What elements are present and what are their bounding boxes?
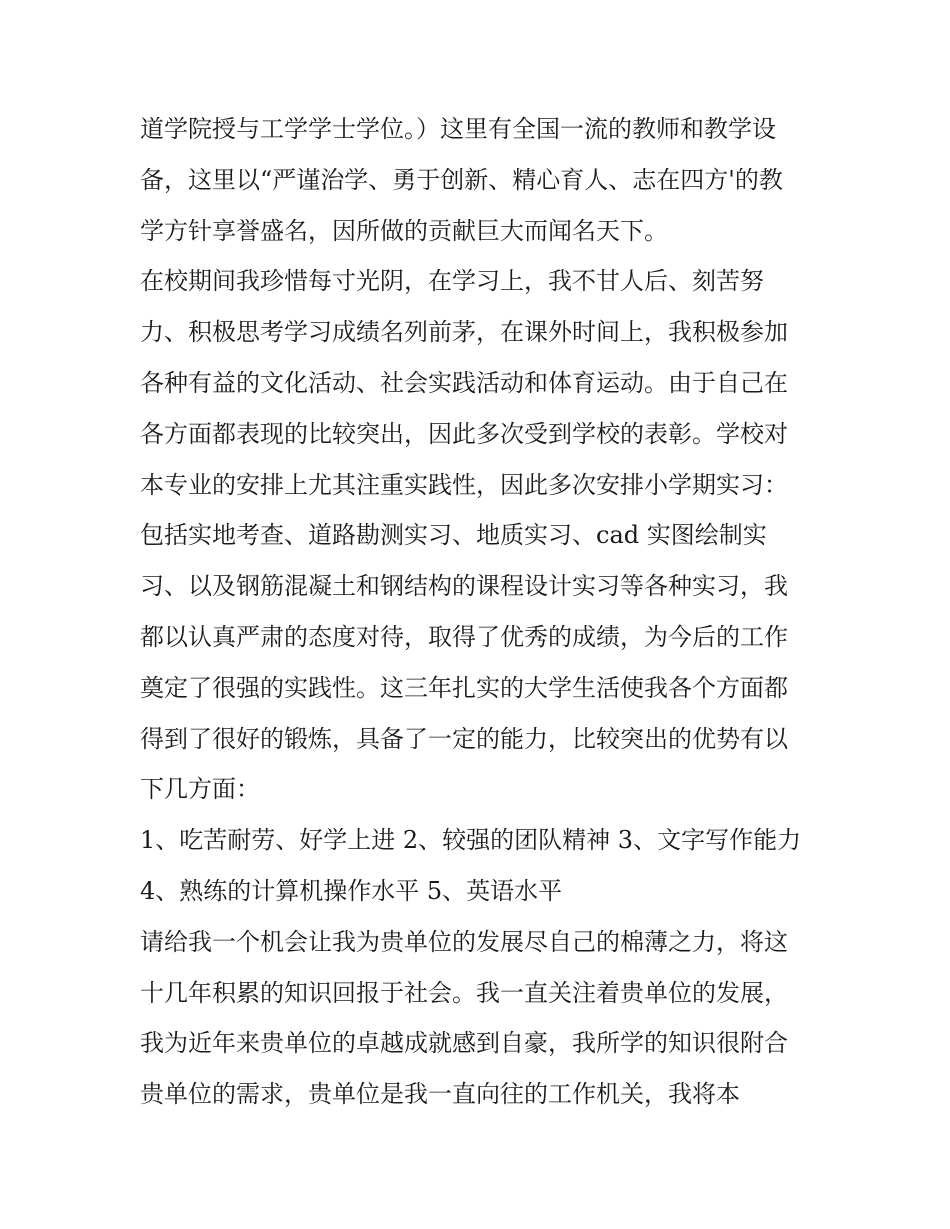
text-line: 都以认真严肃的态度对待，取得了优秀的成绩，为今后的工作 <box>140 622 788 651</box>
text-line: 包括实地考查、道路勘测实习、地质实习、cad 实图绘制实 <box>140 521 767 550</box>
text-line: 我为近年来贵单位的卓越成就感到自豪，我所学的知识很附合 <box>140 1029 788 1058</box>
text-line: 本专业的安排上尤其注重实践性，因此多次安排小学期实习： <box>140 470 788 499</box>
text-line: 力、积极思考学习成绩名列前茅，在课外时间上，我积极参加 <box>140 318 788 347</box>
text-line: 请给我一个机会让我为贵单位的发展尽自己的棉薄之力，将这 <box>140 927 788 956</box>
text-line: 下几方面： <box>140 775 260 804</box>
text-line: 得到了很好的锻炼，具备了一定的能力，比较突出的优势有以 <box>140 724 788 753</box>
text-line: 十几年积累的知识回报于社会。我一直关注着贵单位的发展， <box>140 978 788 1007</box>
text-line: 1、吃苦耐劳、好学上进 2、较强的团队精神 3、文字写作能力 <box>140 826 802 855</box>
text-line: 各种有益的文化活动、社会实践活动和体育运动。由于自己在 <box>140 368 788 397</box>
text-line: 4、熟练的计算机操作水平 5、英语水平 <box>140 876 563 905</box>
text-line: 奠定了很强的实践性。这三年扎实的大学生活使我各个方面都 <box>140 673 788 702</box>
body-text <box>140 104 830 1120</box>
text-line: 备，这里以“严谨治学、勇于创新、精心育人、志在四方'的教 <box>140 165 783 194</box>
text-line: 道学院授与工学学士学位。）这里有全国一流的教师和教学设 <box>140 115 776 143</box>
text-line: 各方面都表现的比较突出，因此多次受到学校的表彰。学校对 <box>140 419 788 448</box>
text-line: 贵单位的需求，贵单位是我一直向往的工作机关，我将本 <box>140 1080 740 1109</box>
text-line: 习、以及钢筋混凝土和钢结构的课程设计实习等各种实习，我 <box>140 572 788 601</box>
text-line: 学方针享誉盛名，因所做的贡献巨大而闻名天下。 <box>140 216 668 245</box>
text-line: 在校期间我珍惜每寸光阴，在学习上，我不甘人后、刻苦努 <box>140 267 764 296</box>
